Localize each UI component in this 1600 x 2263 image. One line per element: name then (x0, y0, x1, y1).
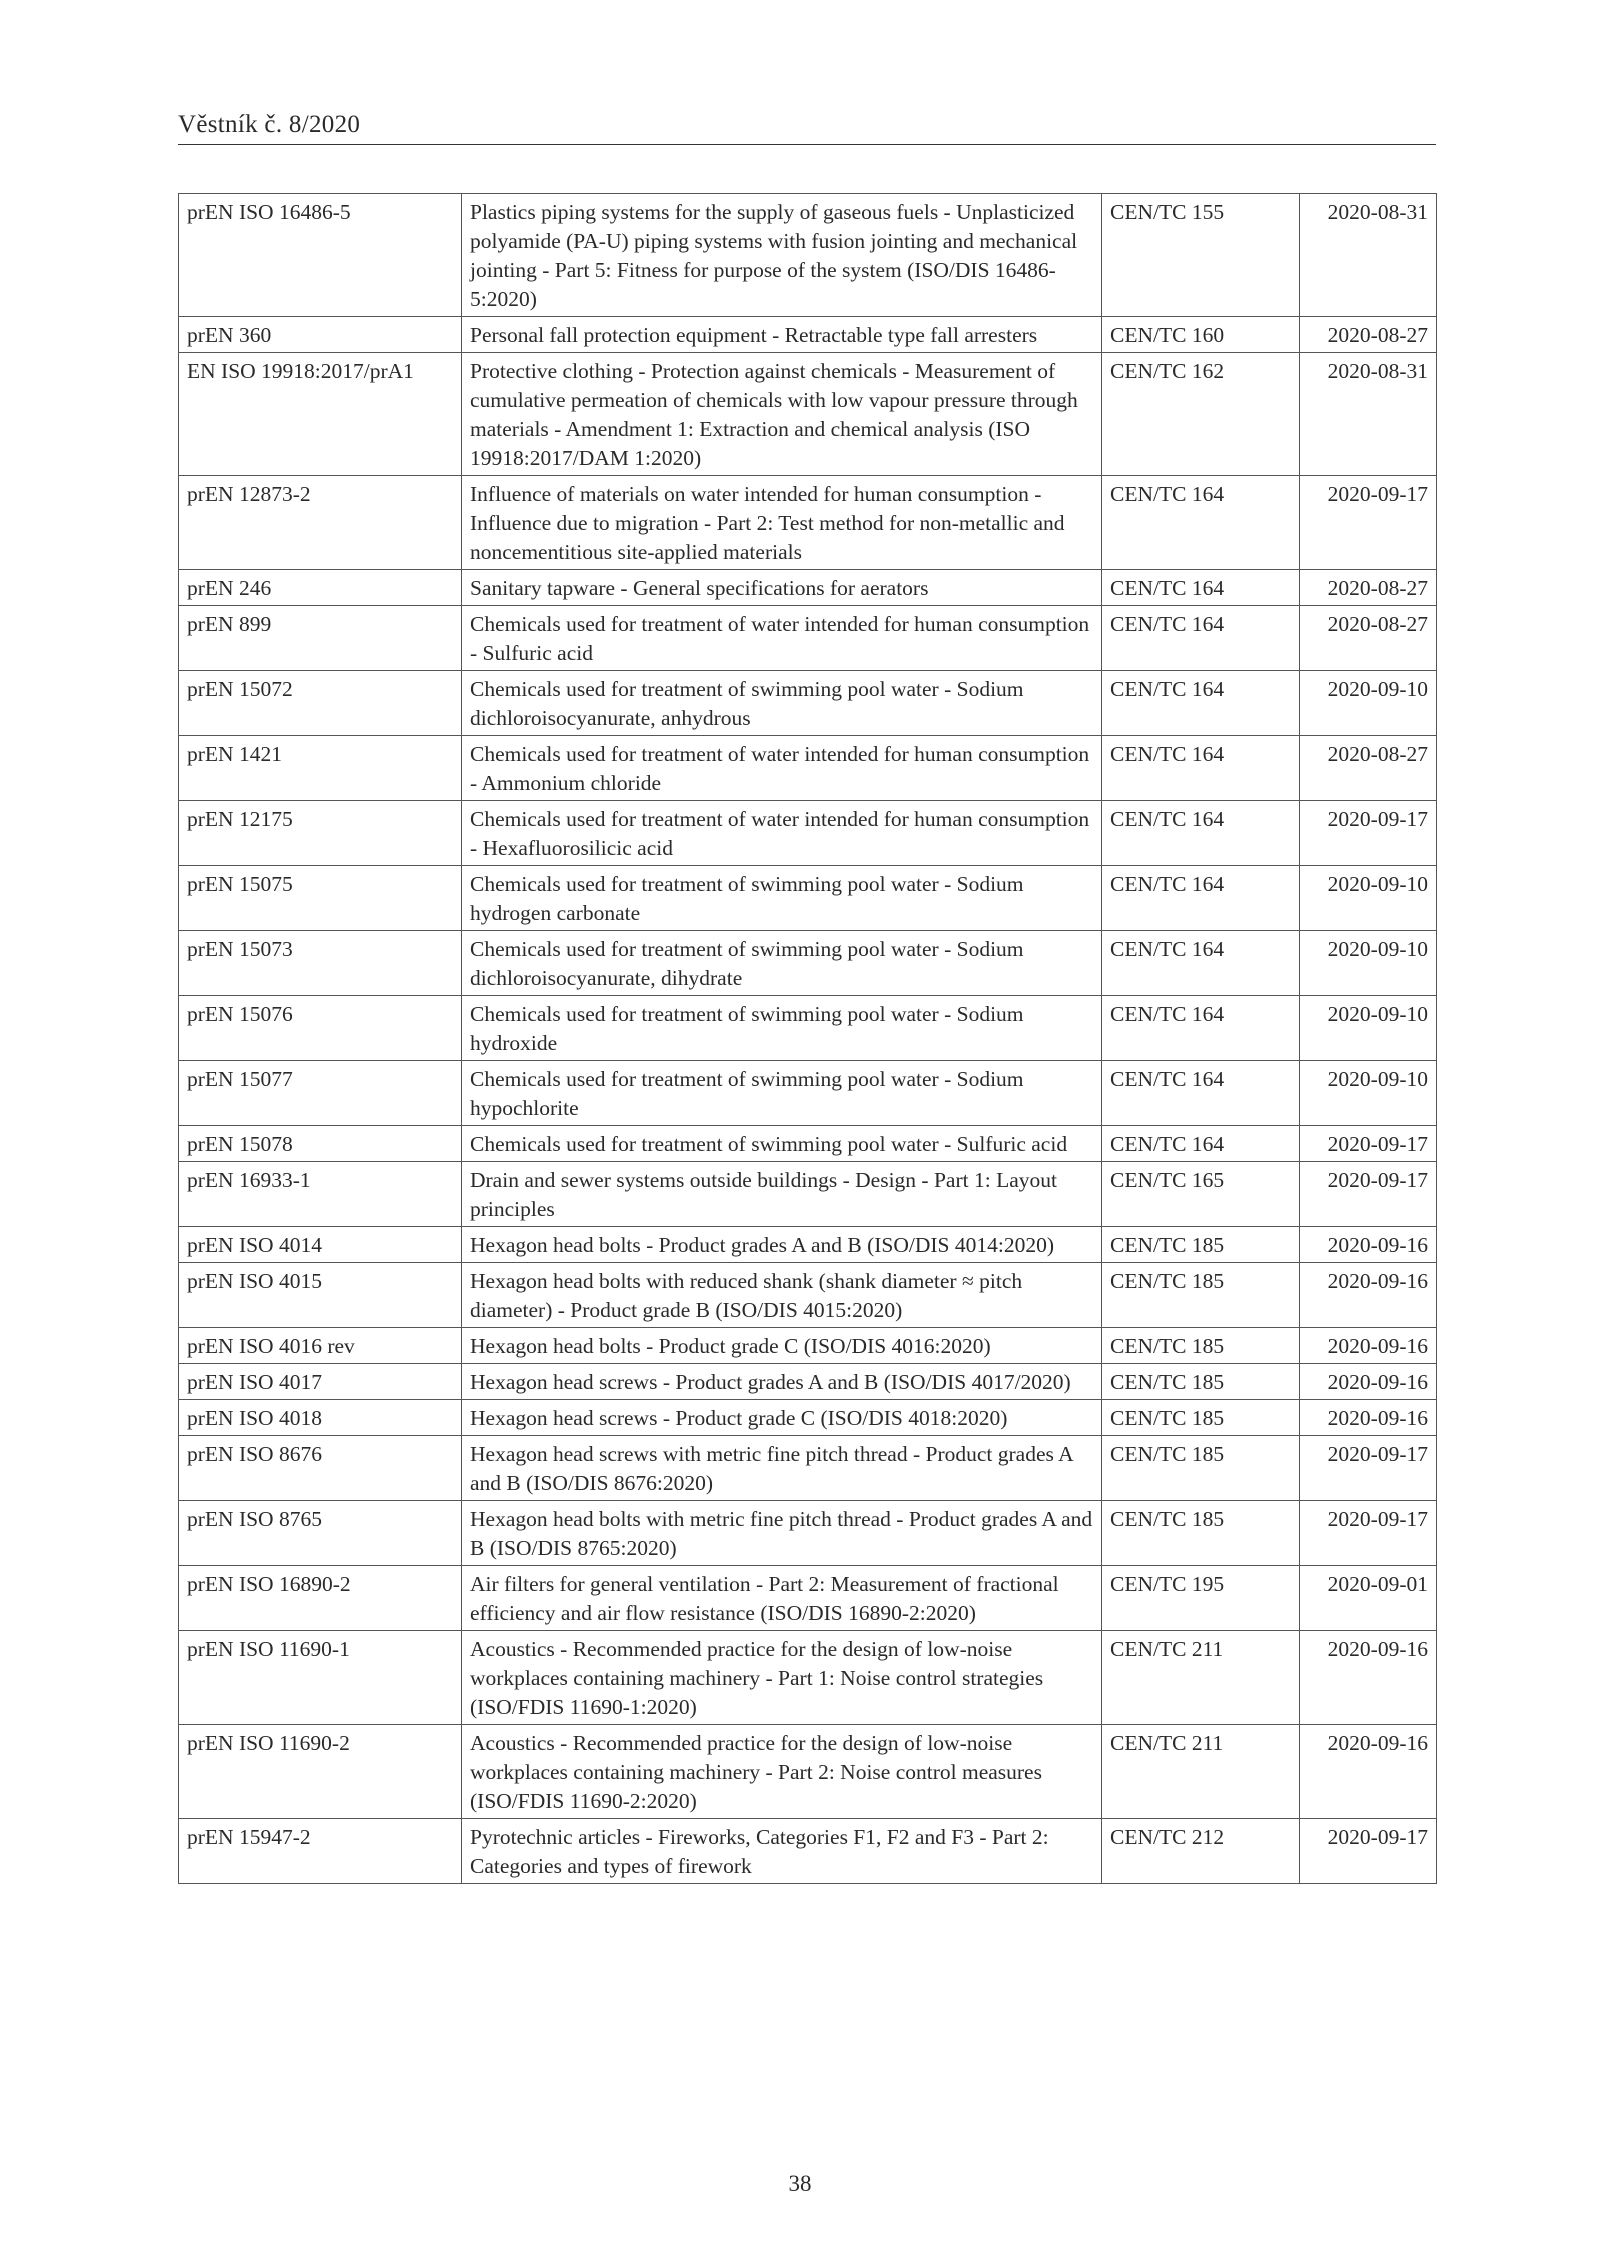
table-row (179, 671, 1437, 736)
standard-title-cell: Pyrotechnic articles - Fireworks, Categories F1, F2 and F3 - Part 2: Categories and types of firework (462, 1819, 1102, 1884)
standard-code-cell: EN ISO 19918:2017/prA1 (179, 353, 462, 476)
standard-code-cell: prEN 15947-2 (179, 1819, 462, 1884)
table-row (179, 1126, 1437, 1162)
table-row (179, 353, 1437, 476)
table-row (179, 317, 1437, 353)
committee-cell: CEN/TC 185 (1102, 1400, 1300, 1436)
comment-deadline-cell: 2020-09-17 (1300, 1819, 1437, 1884)
table-row (179, 1631, 1437, 1725)
comment-deadline-cell: 2020-09-17 (1300, 1436, 1437, 1501)
standard-title-cell: Chemicals used for treatment of swimming pool water - Sodium dichloroisocyanurate, anhydrous (462, 671, 1102, 736)
comment-deadline-cell: 2020-09-10 (1300, 931, 1437, 996)
standard-code-cell: prEN ISO 4018 (179, 1400, 462, 1436)
comment-deadline-cell: 2020-09-17 (1300, 476, 1437, 570)
committee-cell: CEN/TC 185 (1102, 1227, 1300, 1263)
page-header (178, 110, 1436, 145)
publication-title: Věstník č. 8/2020 (178, 111, 361, 138)
comment-deadline-cell: 2020-09-17 (1300, 1162, 1437, 1227)
table-row (179, 476, 1437, 570)
standard-code-cell: prEN ISO 8676 (179, 1436, 462, 1501)
table-row (179, 1400, 1437, 1436)
table-row (179, 866, 1437, 931)
comment-deadline-cell: 2020-08-27 (1300, 570, 1437, 606)
standard-title-cell: Influence of materials on water intended for human consumption - Influence due to migration - Part 2: Test method for non-metallic and noncementitious site-applied materials (462, 476, 1102, 570)
standard-title-cell: Chemicals used for treatment of swimming pool water - Sodium dichloroisocyanurate, dihydrate (462, 931, 1102, 996)
committee-cell: CEN/TC 185 (1102, 1501, 1300, 1566)
comment-deadline-cell: 2020-09-16 (1300, 1328, 1437, 1364)
standard-title-cell: Chemicals used for treatment of water intended for human consumption - Ammonium chloride (462, 736, 1102, 801)
standard-title-cell: Sanitary tapware - General specifications for aerators (462, 570, 1102, 606)
standard-code-cell: prEN ISO 4015 (179, 1263, 462, 1328)
standard-title-cell: Personal fall protection equipment - Retractable type fall arresters (462, 317, 1102, 353)
standard-title-cell: Acoustics - Recommended practice for the design of low-noise workplaces containing machinery - Part 2: Noise control measures (ISO/FDIS 11690-2:2020) (462, 1725, 1102, 1819)
standard-title-cell: Chemicals used for treatment of swimming pool water - Sodium hydroxide (462, 996, 1102, 1061)
comment-deadline-cell: 2020-08-31 (1300, 353, 1437, 476)
committee-cell: CEN/TC 162 (1102, 353, 1300, 476)
standard-title-cell: Hexagon head screws - Product grade C (ISO/DIS 4018:2020) (462, 1400, 1102, 1436)
committee-cell: CEN/TC 164 (1102, 736, 1300, 801)
committee-cell: CEN/TC 185 (1102, 1328, 1300, 1364)
comment-deadline-cell: 2020-09-16 (1300, 1631, 1437, 1725)
committee-cell: CEN/TC 160 (1102, 317, 1300, 353)
comment-deadline-cell: 2020-08-31 (1300, 194, 1437, 317)
table-row (179, 996, 1437, 1061)
committee-cell: CEN/TC 164 (1102, 801, 1300, 866)
comment-deadline-cell: 2020-09-16 (1300, 1263, 1437, 1328)
committee-cell: CEN/TC 165 (1102, 1162, 1300, 1227)
standard-title-cell: Hexagon head bolts with reduced shank (shank diameter ≈ pitch diameter) - Product grade B (ISO/DIS 4015:2020) (462, 1263, 1102, 1328)
committee-cell: CEN/TC 164 (1102, 671, 1300, 736)
table-row (179, 931, 1437, 996)
committee-cell: CEN/TC 164 (1102, 476, 1300, 570)
comment-deadline-cell: 2020-09-17 (1300, 801, 1437, 866)
table-row (179, 1061, 1437, 1126)
standard-code-cell: prEN 12873-2 (179, 476, 462, 570)
comment-deadline-cell: 2020-09-16 (1300, 1400, 1437, 1436)
comment-deadline-cell: 2020-08-27 (1300, 317, 1437, 353)
standard-title-cell: Hexagon head screws with metric fine pitch thread - Product grades A and B (ISO/DIS 8676:2020) (462, 1436, 1102, 1501)
table-row (179, 801, 1437, 866)
standard-title-cell: Hexagon head bolts with metric fine pitch thread - Product grades A and B (ISO/DIS 8765:2020) (462, 1501, 1102, 1566)
standard-code-cell: prEN ISO 11690-1 (179, 1631, 462, 1725)
standard-code-cell: prEN ISO 11690-2 (179, 1725, 462, 1819)
committee-cell: CEN/TC 212 (1102, 1819, 1300, 1884)
table-row (179, 1501, 1437, 1566)
standard-code-cell: prEN ISO 16890-2 (179, 1566, 462, 1631)
committee-cell: CEN/TC 164 (1102, 1061, 1300, 1126)
comment-deadline-cell: 2020-09-10 (1300, 1061, 1437, 1126)
comment-deadline-cell: 2020-09-16 (1300, 1227, 1437, 1263)
table-row (179, 1162, 1437, 1227)
comment-deadline-cell: 2020-09-17 (1300, 1501, 1437, 1566)
standard-code-cell: prEN 360 (179, 317, 462, 353)
standard-code-cell: prEN ISO 4014 (179, 1227, 462, 1263)
committee-cell: CEN/TC 185 (1102, 1263, 1300, 1328)
page-number: 38 (788, 2171, 812, 2196)
standard-title-cell: Hexagon head bolts - Product grade C (ISO/DIS 4016:2020) (462, 1328, 1102, 1364)
comment-deadline-cell: 2020-09-17 (1300, 1126, 1437, 1162)
table-row (179, 1227, 1437, 1263)
comment-deadline-cell: 2020-09-10 (1300, 866, 1437, 931)
standard-title-cell: Chemicals used for treatment of swimming pool water - Sulfuric acid (462, 1126, 1102, 1162)
table-row (179, 1328, 1437, 1364)
standard-code-cell: prEN ISO 4017 (179, 1364, 462, 1400)
table-row (179, 1364, 1437, 1400)
standard-code-cell: prEN 246 (179, 570, 462, 606)
standard-code-cell: prEN ISO 4016 rev (179, 1328, 462, 1364)
committee-cell: CEN/TC 164 (1102, 996, 1300, 1061)
table-row (179, 1819, 1437, 1884)
standard-code-cell: prEN 15073 (179, 931, 462, 996)
comment-deadline-cell: 2020-09-10 (1300, 996, 1437, 1061)
table-row (179, 606, 1437, 671)
standard-code-cell: prEN 15077 (179, 1061, 462, 1126)
committee-cell: CEN/TC 164 (1102, 570, 1300, 606)
standard-code-cell: prEN 16933-1 (179, 1162, 462, 1227)
comment-deadline-cell: 2020-08-27 (1300, 606, 1437, 671)
standard-code-cell: prEN 15075 (179, 866, 462, 931)
header-rule (178, 144, 1436, 145)
standard-title-cell: Hexagon head screws - Product grades A and B (ISO/DIS 4017/2020) (462, 1364, 1102, 1400)
standard-title-cell: Chemicals used for treatment of water intended for human consumption - Hexafluorosilicic acid (462, 801, 1102, 866)
table-row (179, 1725, 1437, 1819)
standard-title-cell: Chemicals used for treatment of swimming pool water - Sodium hypochlorite (462, 1061, 1102, 1126)
committee-cell: CEN/TC 164 (1102, 1126, 1300, 1162)
table-row (179, 570, 1437, 606)
standard-title-cell: Acoustics - Recommended practice for the design of low-noise workplaces containing machinery - Part 1: Noise control strategies (ISO/FDIS 11690-1:2020) (462, 1631, 1102, 1725)
comment-deadline-cell: 2020-09-16 (1300, 1364, 1437, 1400)
standard-title-cell: Hexagon head bolts - Product grades A and B (ISO/DIS 4014:2020) (462, 1227, 1102, 1263)
standards-table (178, 193, 1437, 1884)
table-row (179, 736, 1437, 801)
standard-title-cell: Protective clothing - Protection against chemicals - Measurement of cumulative permeation of chemicals with low vapour pressure through materials - Amendment 1: Extraction and chemical analysis (ISO 19918:2017/DAM 1:2020) (462, 353, 1102, 476)
comment-deadline-cell: 2020-08-27 (1300, 736, 1437, 801)
committee-cell: CEN/TC 195 (1102, 1566, 1300, 1631)
table-row (179, 1566, 1437, 1631)
committee-cell: CEN/TC 164 (1102, 606, 1300, 671)
standard-code-cell: prEN 15078 (179, 1126, 462, 1162)
committee-cell: CEN/TC 211 (1102, 1631, 1300, 1725)
table-row (179, 1263, 1437, 1328)
standard-title-cell: Drain and sewer systems outside buildings - Design - Part 1: Layout principles (462, 1162, 1102, 1227)
standard-title-cell: Chemicals used for treatment of water intended for human consumption - Sulfuric acid (462, 606, 1102, 671)
standard-title-cell: Air filters for general ventilation - Part 2: Measurement of fractional efficiency and air flow resistance (ISO/DIS 16890-2:2020) (462, 1566, 1102, 1631)
committee-cell: CEN/TC 164 (1102, 866, 1300, 931)
standard-code-cell: prEN 15076 (179, 996, 462, 1061)
comment-deadline-cell: 2020-09-01 (1300, 1566, 1437, 1631)
committee-cell: CEN/TC 164 (1102, 931, 1300, 996)
comment-deadline-cell: 2020-09-16 (1300, 1725, 1437, 1819)
table-row (179, 1436, 1437, 1501)
committee-cell: CEN/TC 185 (1102, 1436, 1300, 1501)
standard-code-cell: prEN 1421 (179, 736, 462, 801)
committee-cell: CEN/TC 155 (1102, 194, 1300, 317)
standard-code-cell: prEN ISO 8765 (179, 1501, 462, 1566)
standard-code-cell: prEN 899 (179, 606, 462, 671)
standards-table-body (179, 194, 1437, 1884)
standard-code-cell: prEN 12175 (179, 801, 462, 866)
committee-cell: CEN/TC 211 (1102, 1725, 1300, 1819)
committee-cell: CEN/TC 185 (1102, 1364, 1300, 1400)
standard-title-cell: Chemicals used for treatment of swimming pool water - Sodium hydrogen carbonate (462, 866, 1102, 931)
standard-title-cell: Plastics piping systems for the supply of gaseous fuels - Unplasticized polyamide (PA-U) piping systems with fusion jointing and mechanical jointing - Part 5: Fitness for purpose of the system (ISO/DIS 16486-5:2020) (462, 194, 1102, 317)
standard-code-cell: prEN ISO 16486-5 (179, 194, 462, 317)
comment-deadline-cell: 2020-09-10 (1300, 671, 1437, 736)
standard-code-cell: prEN 15072 (179, 671, 462, 736)
table-row (179, 194, 1437, 317)
